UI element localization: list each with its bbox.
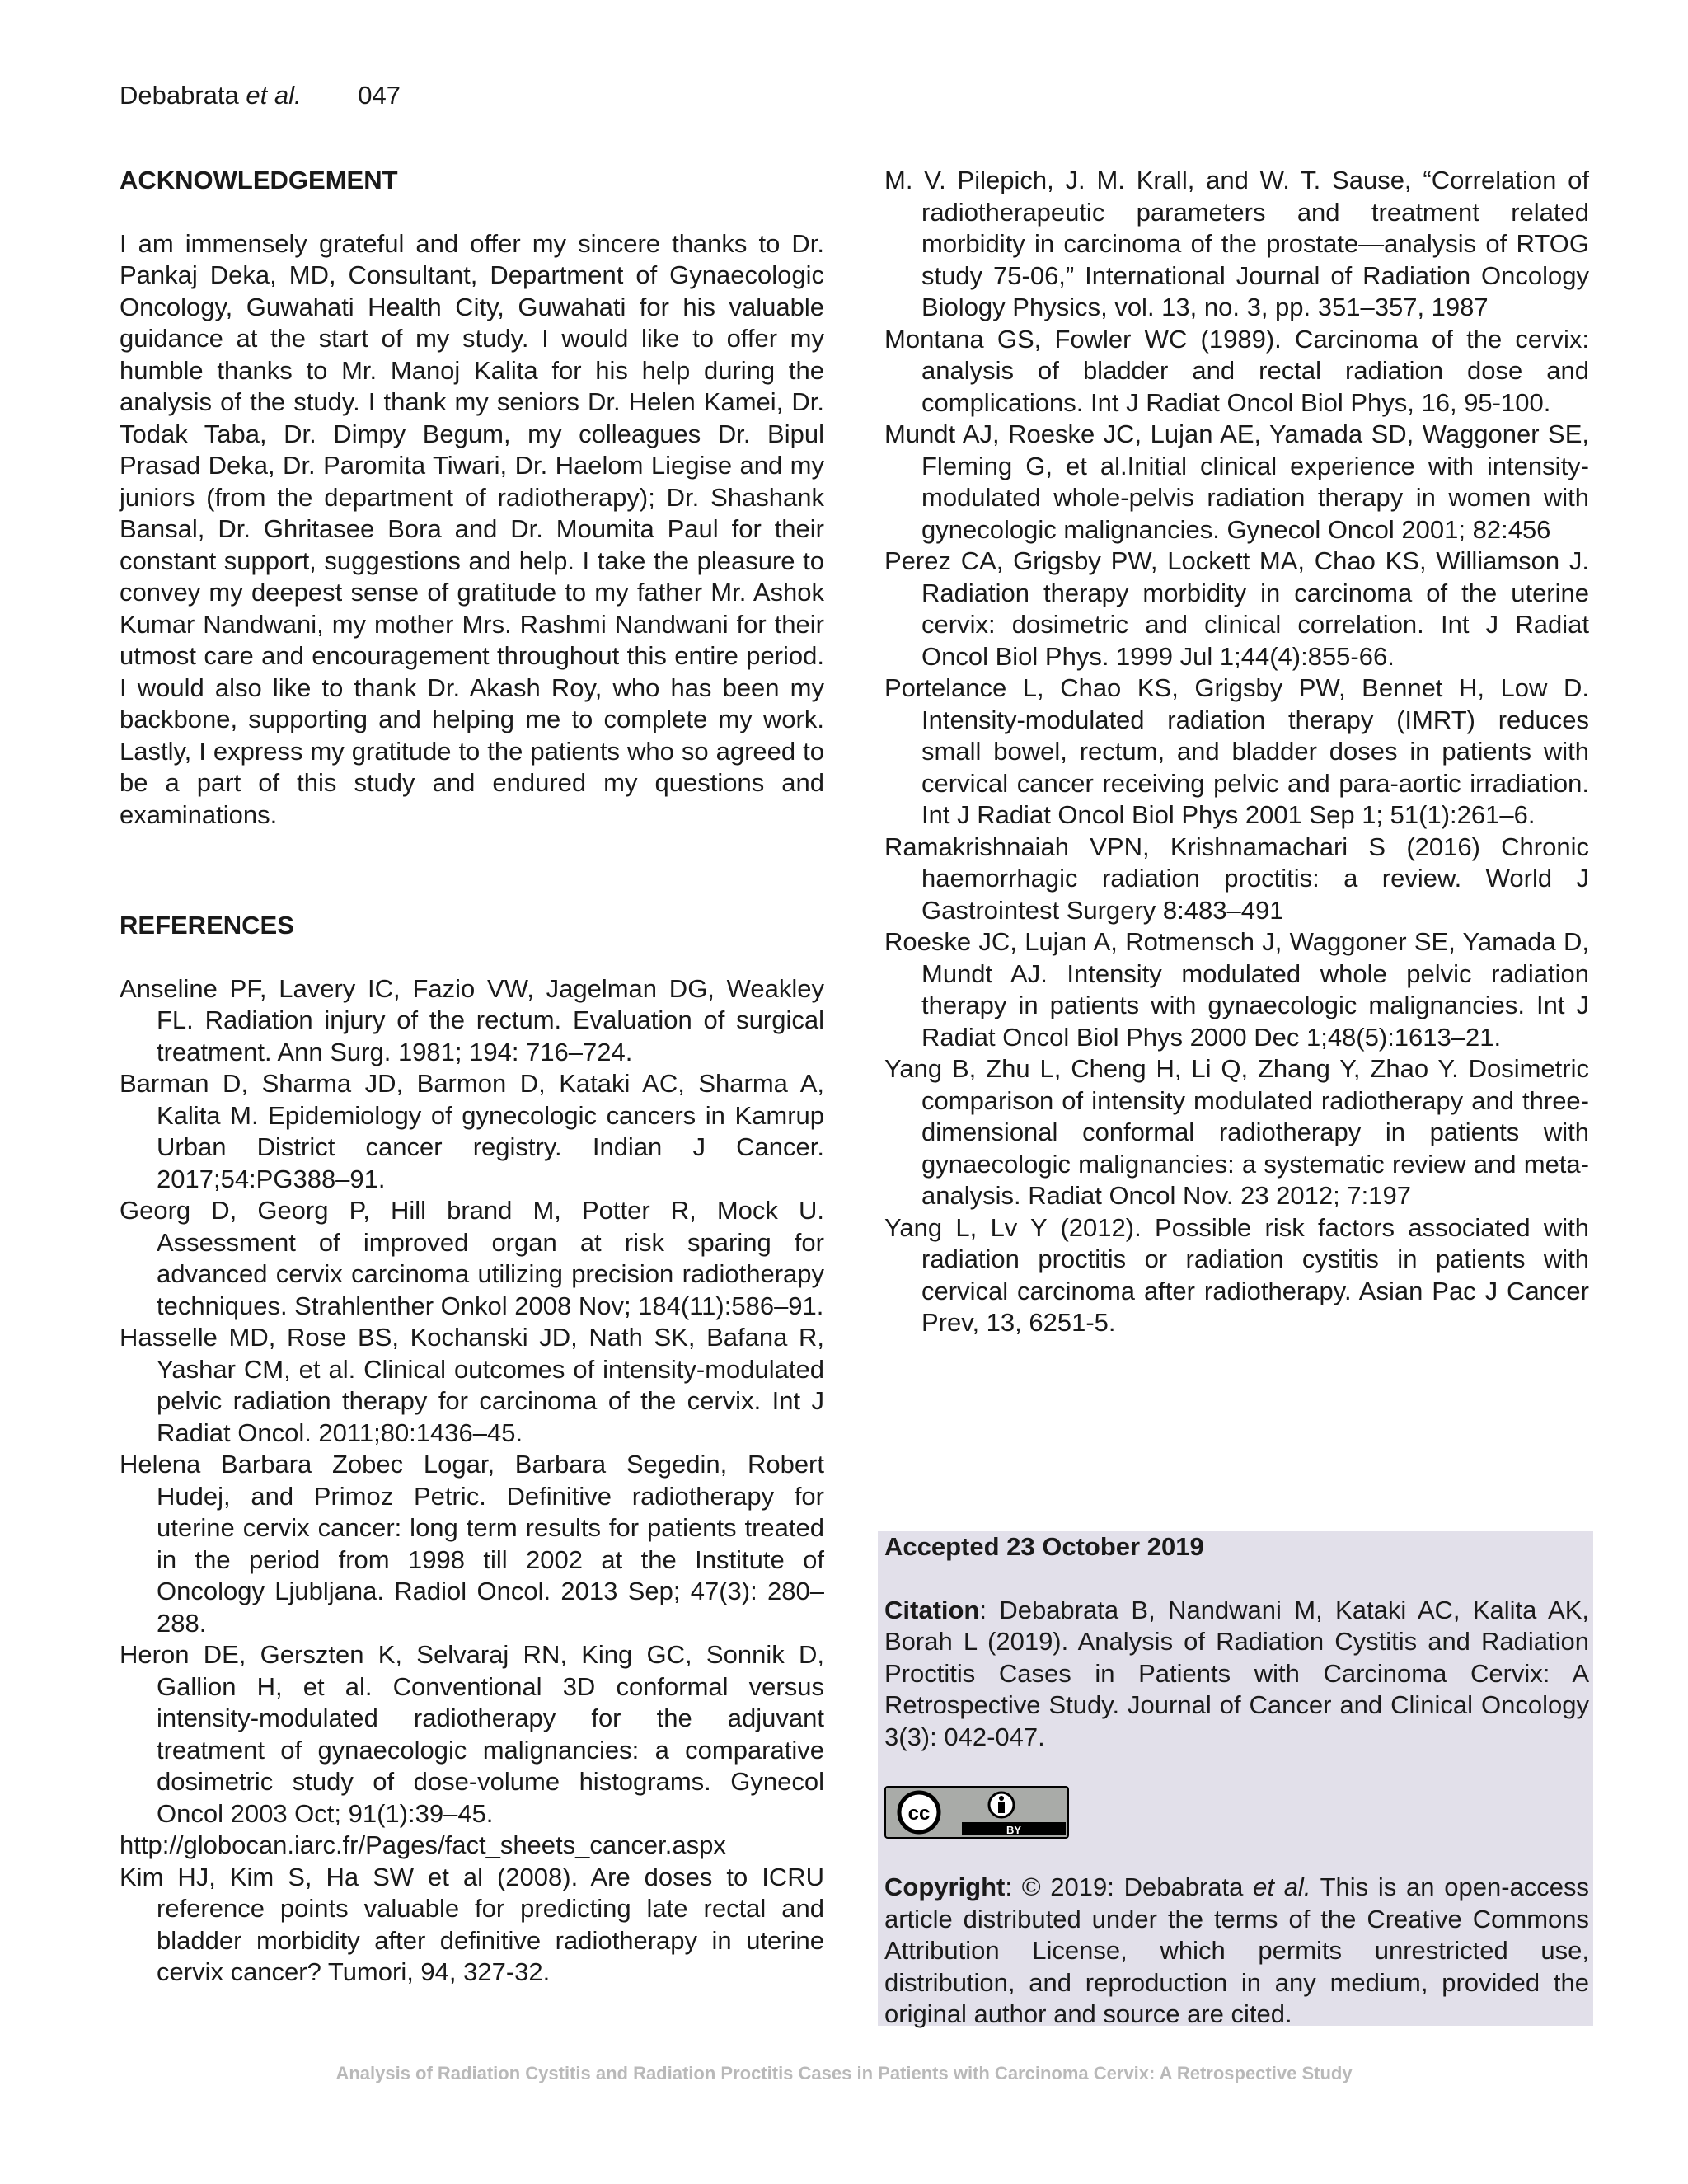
cc-by-license-badge[interactable] xyxy=(884,1786,1069,1839)
citation-label: Citation xyxy=(884,1595,980,1624)
running-footer: Analysis of Radiation Cystitis and Radiation Proctitis Cases in Patients with Carcinoma Cervix: A Retrospective Study xyxy=(335,2063,1353,2083)
reference-item: Georg D, Georg P, Hill brand M, Potter R, Mock U. Assessment of improved organ at risk sparing for advanced cervix carcinoma utilizing precision radiotherapy techniques. Strahlenther Onkol 2008 Nov; 184(11):586–91. xyxy=(120,1196,824,1320)
reference-item: Hasselle MD, Rose BS, Kochanski JD, Nath SK, Bafana R, Yashar CM, et al. Clinical outcomes of intensity-modulated pelvic radiation therapy for carcinoma of the cervix. Int J Radiat Oncol. 2011;80:1436–45. xyxy=(120,1323,824,1447)
copyright xyxy=(884,1872,1589,2031)
cc-by-text: BY xyxy=(1006,1824,1022,1836)
reference-list-left xyxy=(120,973,824,1989)
copyright-post: This is an open-access article distributed under the terms of the Creative Commons Attribution License, which permits unrestricted use, distribution, and reproduction in any medium, provided the original author and source are cited. xyxy=(884,1872,1590,2028)
reference-item: Heron DE, Gerszten K, Selvaraj RN, King GC, Sonnik D, Gallion H, et al. Conventional 3D conformal versus intensity-modulated radiotherapy for the adjuvant treatment of gynaecologic malignancies: a comparative dosimetric study of dose-volume histograms. Gynecol Oncol 2003 Oct; 91(1):39–45. xyxy=(120,1640,824,1828)
reference-item: Kim HJ, Kim S, Ha SW et al (2008). Are doses to ICRU reference points valuable for predicting late rectal and bladder morbidity after definitive radiotherapy in uterine cervix cancer? Tumori, 94, 327-32. xyxy=(120,1862,824,1986)
reference-item: Ramakrishnaiah VPN, Krishnamachari S (2016) Chronic haemorrhagic radiation proctitis: a review. World J Gastrointest Surgery 8:483–491 xyxy=(884,832,1589,925)
reference-item: Helena Barbara Zobec Logar, Barbara Segedin, Robert Hudej, and Primoz Petric. Definitive radiotherapy for uterine cervix cancer: long term results for patients treated in the period from 1998 till 2002 at the Institute of Oncology Ljubljana. Radiol Oncol. 2013 Sep; 47(3): 280–288. xyxy=(120,1450,824,1638)
right-column xyxy=(884,165,1589,1339)
header-author: Debabrata xyxy=(120,81,246,110)
citation-text: : Debabrata B, Nandwani M, Kataki AC, Kalita AK, Borah L (2019). Analysis of Radiation Cystitis and Radiation Proctitis Cases in Patients with Carcinoma Cervix: A Retrospective Study. Journal of Cancer and Clinical Oncology 3(3): 042-047. xyxy=(884,1595,1589,1751)
references-heading: REFERENCES xyxy=(120,911,294,940)
citation xyxy=(884,1595,1589,1754)
copyright-etal: et al. xyxy=(1253,1872,1311,1901)
copyright-pre: : © 2019: Debabrata xyxy=(1005,1872,1254,1901)
article-info-box xyxy=(878,1531,1593,2026)
reference-item: Barman D, Sharma JD, Barmon D, Kataki AC, Sharma A, Kalita M. Epidemiology of gynecologic cancers in Kamrup Urban District cancer registry. Indian J Cancer. 2017;54:PG388–91. xyxy=(120,1069,824,1193)
license-badge-row xyxy=(884,1786,1589,1839)
reference-item: Montana GS, Fowler WC (1989). Carcinoma of the cervix: analysis of bladder and rectal radiation dose and complications. Int J Radiat Oncol Biol Phys, 16, 95-100. xyxy=(884,324,1589,417)
reference-item: Anseline PF, Lavery IC, Fazio VW, Jagelman DG, Weakley FL. Radiation injury of the rectum. Evaluation of surgical treatment. Ann Surg. 1981; 194: 716–724. xyxy=(120,973,824,1066)
running-header xyxy=(120,79,401,112)
reference-item: Portelance L, Chao KS, Grigsby PW, Bennet H, Low D. Intensity-modulated radiation therapy (IMRT) reduces small bowel, rectum, and bladder doses in patients with cervical cancer receiving pelvic and para-aortic irradiation. Int J Radiat Oncol Biol Phys 2001 Sep 1; 51(1):261–6. xyxy=(884,673,1589,829)
copyright-label: Copyright xyxy=(884,1872,1006,1901)
reference-item: Yang L, Lv Y (2012). Possible risk factors associated with radiation proctitis or radiation cystitis in patients with cervical carcinoma after radiotherapy. Asian Pac J Cancer Prev, 13, 6251-5. xyxy=(884,1212,1589,1337)
acknowledgement-heading: ACKNOWLEDGEMENT xyxy=(120,166,398,194)
accepted-date: Accepted 23 October 2019 xyxy=(884,1532,1204,1561)
svg-text:cc: cc xyxy=(907,1802,931,1825)
reference-list-right xyxy=(884,165,1589,1339)
left-column xyxy=(120,165,824,1989)
reference-item: Perez CA, Grigsby PW, Lockett MA, Chao KS, Williamson J. Radiation therapy morbidity in carcinoma of the uterine cervix: dosimetric and clinical correlation. Int J Radiat Oncol Biol Phys. 1999 Jul 1;44(4):855-66. xyxy=(884,546,1589,671)
reference-item: Yang B, Zhu L, Cheng H, Li Q, Zhang Y, Zhao Y. Dosimetric comparison of intensity modulated radiotherapy and three-dimensional conformal radiotherapy in patients with gynaecologic malignancies: a systematic review and meta-analysis. Radiat Oncol Nov. 23 2012; 7:197 xyxy=(884,1054,1589,1210)
reference-item: M. V. Pilepich, J. M. Krall, and W. T. Sause, “Correlation of radiotherapeutic parameters and treatment related morbidity in carcinoma of the prostate—analysis of RTOG study 75-06,” International Journal of Radiation Oncology Biology Physics, vol. 13, no. 3, pp. 351–357, 1987 xyxy=(884,166,1589,321)
reference-link[interactable]: http://globocan.iarc.fr/Pages/fact_sheets_cancer.aspx xyxy=(120,1830,726,1859)
header-etal: et al. xyxy=(246,81,302,110)
cc-by-icon xyxy=(886,1788,1067,1837)
reference-item: Roeske JC, Lujan A, Rotmensch J, Waggoner SE, Yamada D, Mundt AJ. Intensity modulated whole pelvic radiation therapy in patients with gynaecologic malignancies. Int J Radiat Oncol Biol Phys 2000 Dec 1;48(5):1613–21. xyxy=(884,927,1589,1052)
page-number: 047 xyxy=(358,81,401,110)
reference-item: Mundt AJ, Roeske JC, Lujan AE, Yamada SD, Waggoner SE, Fleming G, et al.Initial clinical experience with intensity-modulated whole-pelvis radiation therapy in women with gynecologic malignancies. Gynecol Oncol 2001; 82:456 xyxy=(884,419,1589,544)
acknowledgement-text: I am immensely grateful and offer my sincere thanks to Dr. Pankaj Deka, MD, Consultant, Department of Gynaecologic Oncology, Guwahati Health City, Guwahati for his valuable guidance at the start of my study. I would like to offer my humble thanks to Mr. Manoj Kalita for his help during the analysis of the study. I thank my seniors Dr. Helen Kamei, Dr. Todak Taba, Dr. Dimpy Begum, my colleagues Dr. Bipul Prasad Deka, Dr. Paromita Tiwari, Dr. Haelom Liegise and my juniors (from the department of radiotherapy); Dr. Shashank Bansal, Dr. Ghritasee Bora and Dr. Moumita Paul for their constant support, suggestions and help. I take the pleasure to convey my deepest sense of gratitude to my father Mr. Ashok Kumar Nandwani, my mother Mrs. Rashmi Nandwani for their utmost care and encouragement throughout this entire period. I would also like to thank Dr. Akash Roy, who has been my backbone, supporting and helping me to complete my work. Lastly, I express my gratitude to the patients who so agreed to be a part of this study and endured my questions and examinations. xyxy=(120,228,824,829)
